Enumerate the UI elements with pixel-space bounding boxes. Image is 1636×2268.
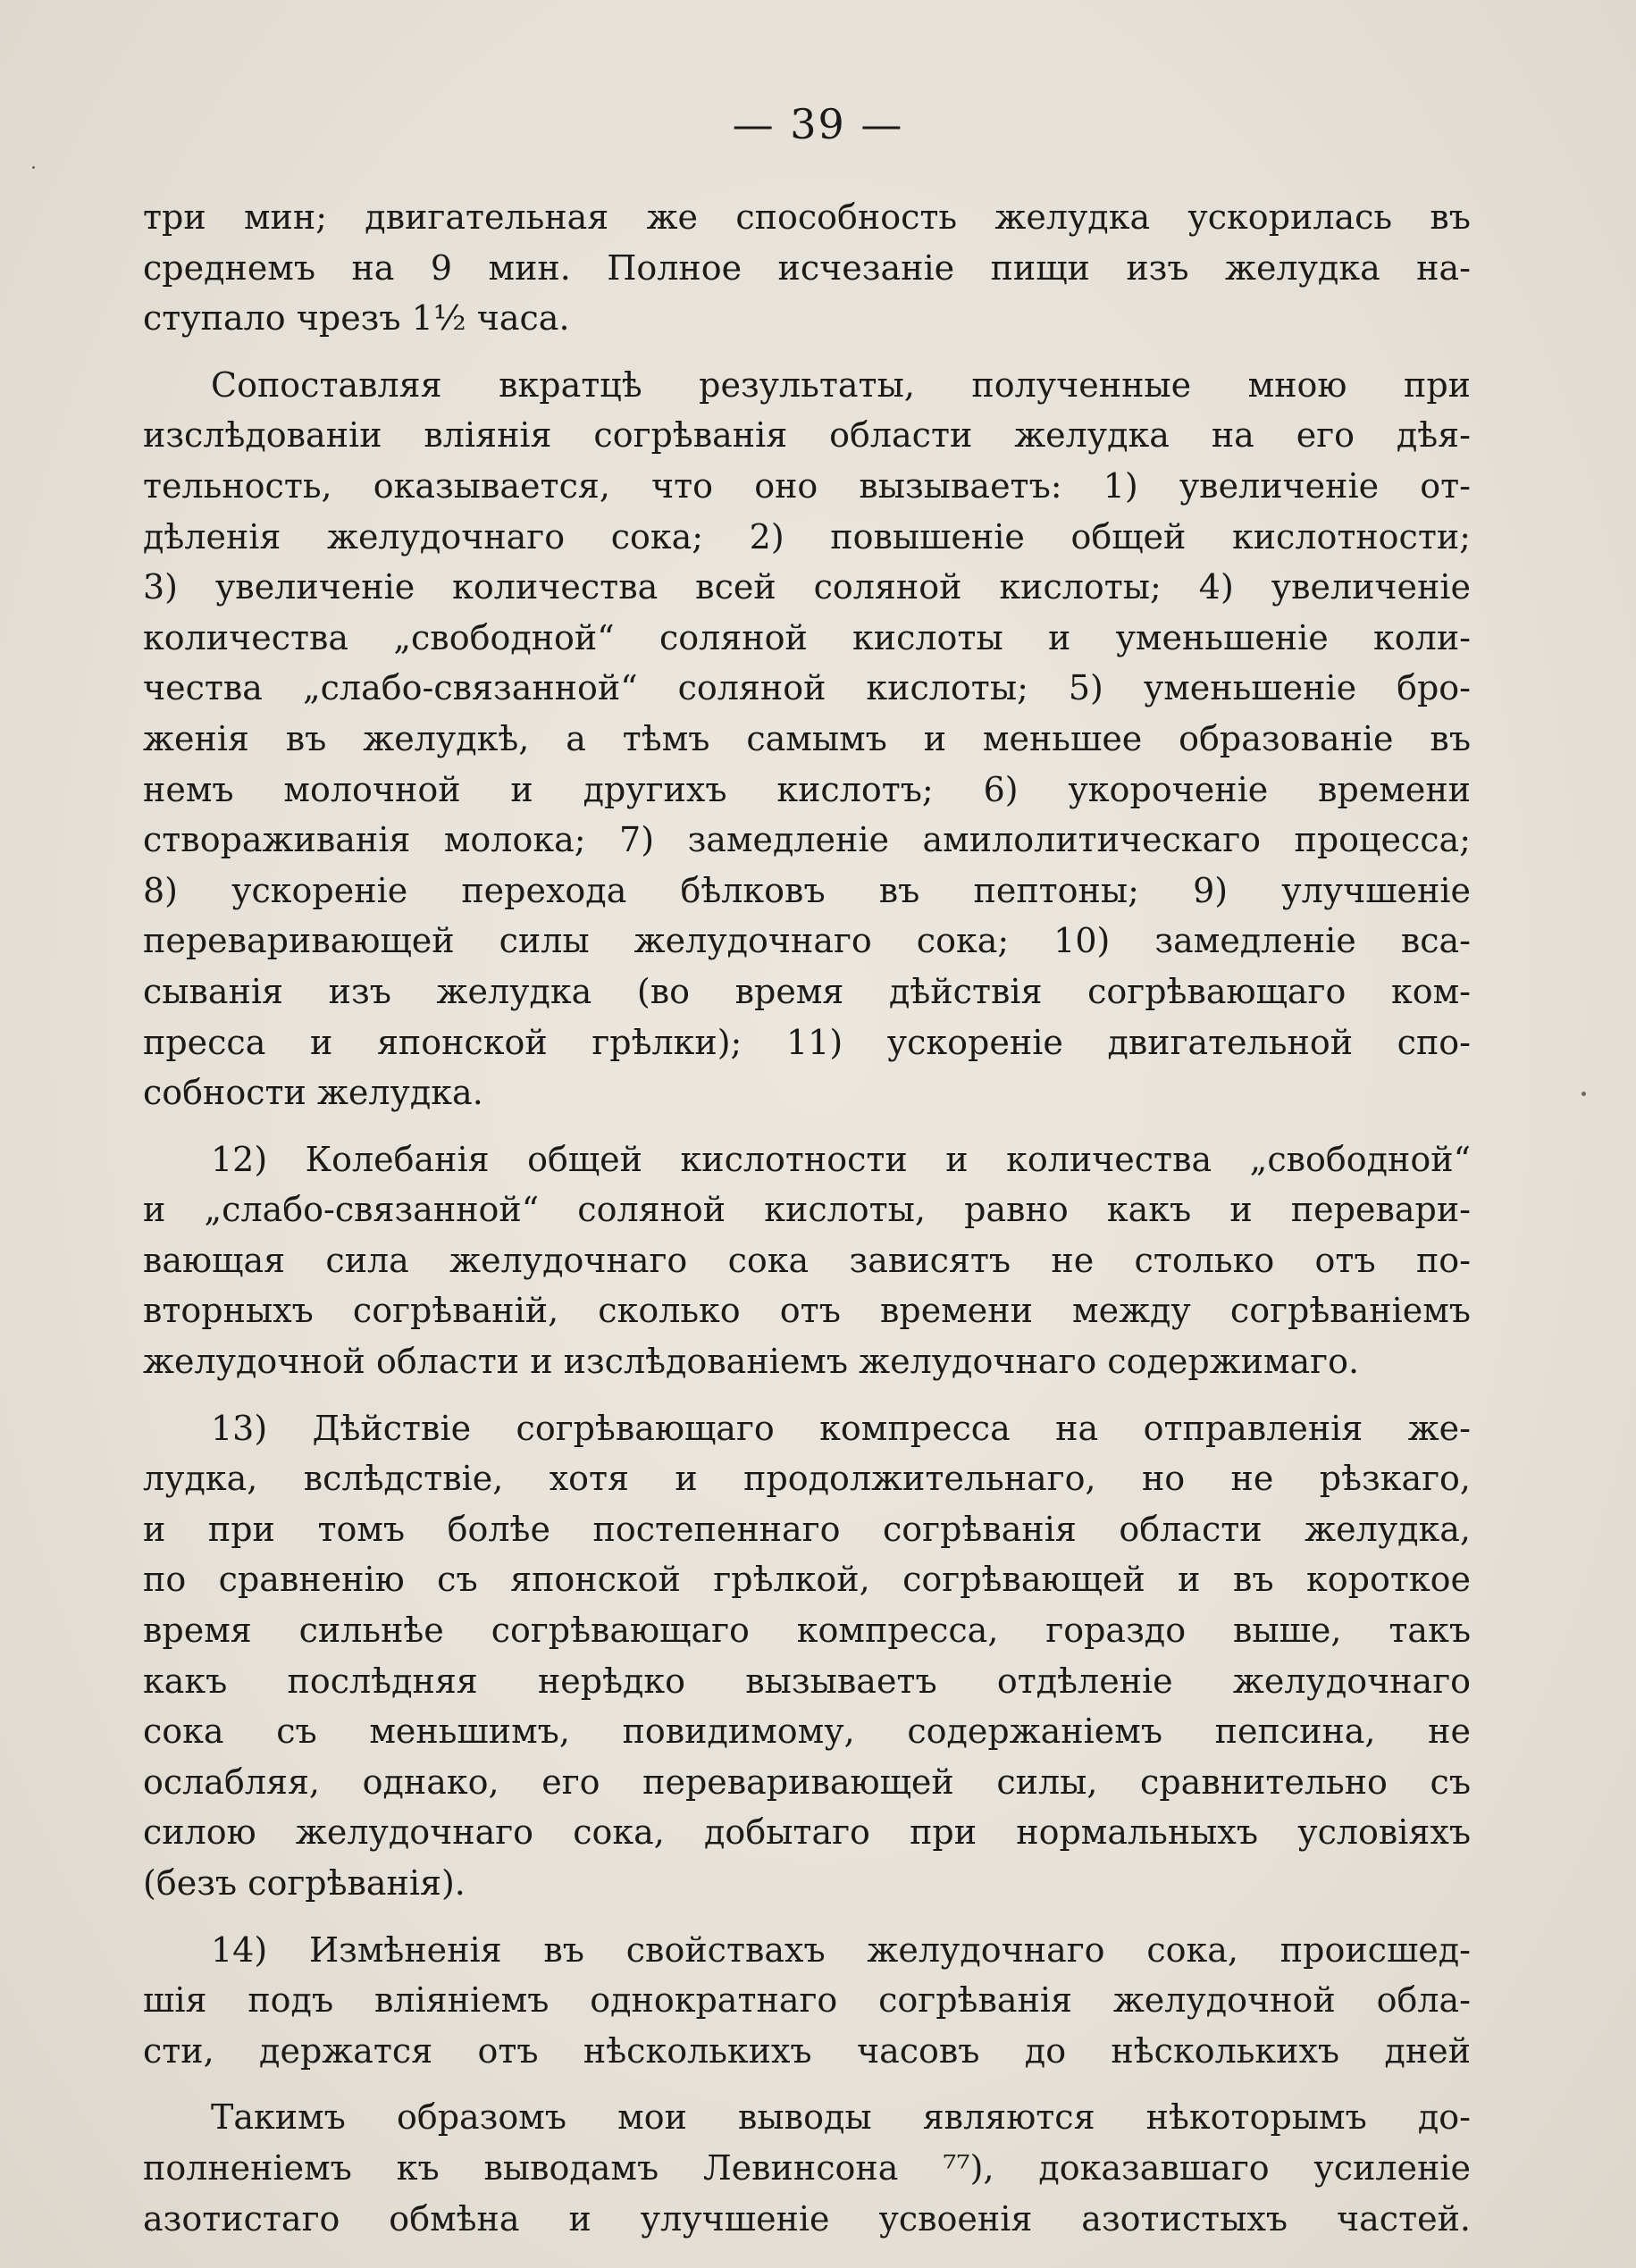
text-line: полненіемъ къ выводамъ Левинсона ⁷⁷), доказавшаго усиленіе (143, 2147, 1471, 2188)
text-line: сока съ меньшимъ, повидимому, содержаніемъ пепсина, не (143, 1711, 1471, 1752)
paper-speck (1581, 1092, 1586, 1096)
text-line: женія въ желудкѣ, а тѣмъ самымъ и меньшее образованіе въ (143, 718, 1471, 758)
text-line: (безъ согрѣванія). (143, 1863, 466, 1903)
text-line: пресса и японской грѣлки); 11) ускореніе двигательной спо- (143, 1022, 1471, 1062)
paragraph-continuation (143, 192, 1471, 344)
text-line: время сильнѣе согрѣвающаго компресса, гораздо выше, такъ (143, 1611, 1471, 1651)
paragraph-item-13 (143, 1403, 1471, 1909)
text-line: дѣленія желудочнаго сока; 2) повышеніе общей кислотности; (143, 516, 1471, 557)
text-line: количества „свободной“ соляной кислоты и уменьшеніе коли- (143, 617, 1471, 657)
text-line: 8) ускореніе перехода бѣлковъ въ пептоны; 9) улучшеніе (143, 870, 1471, 910)
text-line: какъ послѣдняя нерѣдко вызываетъ отдѣленіе желудочнаго (143, 1661, 1471, 1701)
text-line: по сравненію съ японской грѣлкой, согрѣвающей и въ короткое (143, 1560, 1471, 1600)
paragraph-item-14 (143, 1925, 1471, 2077)
text-line: вторныхъ согрѣваній, сколько отъ времени между согрѣваніемъ (143, 1291, 1471, 1331)
text-line: сыванія изъ желудка (во время дѣйствія согрѣвающаго ком- (143, 971, 1471, 1011)
text-line: ступало чрезъ 1½ часа. (143, 298, 570, 339)
paragraph-summary (143, 360, 1471, 1118)
text-line: Такимъ образомъ мои выводы являются нѣкоторымъ до- (211, 2097, 1471, 2138)
text-line: желудочной области и изслѣдованіемъ желудочнаго содержимаго. (143, 1342, 1360, 1382)
text-line: азотистаго обмѣна и улучшеніе усвоенія азотистыхъ частей. (143, 2198, 1471, 2239)
text-line: немъ молочной и другихъ кислотъ; 6) укороченіе времени (143, 769, 1471, 809)
text-line: Сопоставляя вкратцѣ результаты, полученные мною при (211, 364, 1471, 405)
text-line: среднемъ на 9 мин. Полное исчезаніе пищи изъ желудка на- (143, 247, 1471, 288)
text-line: 3) увеличеніе количества всей соляной кислоты; 4) увеличеніе (143, 567, 1471, 607)
text-line: три мин; двигательная же способность желудка ускорилась въ (143, 197, 1471, 237)
text-line: собности желудка. (143, 1073, 483, 1113)
paragraph-conclusion (143, 2092, 1471, 2244)
text-line: чества „слабо-связанной“ соляной кислоты; 5) уменьшеніе бро- (143, 668, 1471, 708)
paragraph-item-12 (143, 1134, 1471, 1387)
text-line: и „слабо-связанной“ соляной кислоты, равно какъ и перевари- (143, 1190, 1471, 1230)
text-line: 13) Дѣйствіе согрѣвающаго компресса на отправленія же- (211, 1408, 1471, 1448)
text-line: ослабляя, однако, его переваривающей силы, сравнительно съ (143, 1762, 1471, 1802)
text-line: вающая сила желудочнаго сока зависятъ не столько отъ по- (143, 1240, 1471, 1280)
text-line: переваривающей силы желудочнаго сока; 10) замедленіе вса- (143, 921, 1471, 961)
text-line: створаживанія молока; 7) замедленіе амилолитическаго процесса; (143, 820, 1471, 860)
text-line: 14) Измѣненія въ свойствахъ желудочнаго сока, происшед- (211, 1929, 1471, 1970)
text-line: 12) Колебанія общей кислотности и количества „свободной“ (211, 1139, 1471, 1179)
text-line: силою желудочнаго сока, добытаго при нормальныхъ условіяхъ (143, 1812, 1471, 1853)
page-number: — 39 — (732, 100, 904, 148)
text-line: лудка, вслѣдствіе, хотя и продолжительнаго, но не рѣзкаго, (143, 1459, 1471, 1499)
text-line: тельность, оказывается, что оно вызываетъ: 1) увеличеніе от- (143, 465, 1471, 506)
text-line: шія подъ вліяніемъ однократнаго согрѣванія желудочной обла- (143, 1980, 1471, 2021)
paper-speck (32, 166, 35, 169)
body-text (143, 192, 1471, 2244)
text-line: сти, держатся отъ нѣсколькихъ часовъ до нѣсколькихъ дней (143, 2030, 1471, 2071)
text-line: изслѣдованіи вліянія согрѣванія области желудка на его дѣя- (143, 415, 1471, 456)
text-line: и при томъ болѣе постепеннаго согрѣванія области желудка, (143, 1509, 1471, 1549)
